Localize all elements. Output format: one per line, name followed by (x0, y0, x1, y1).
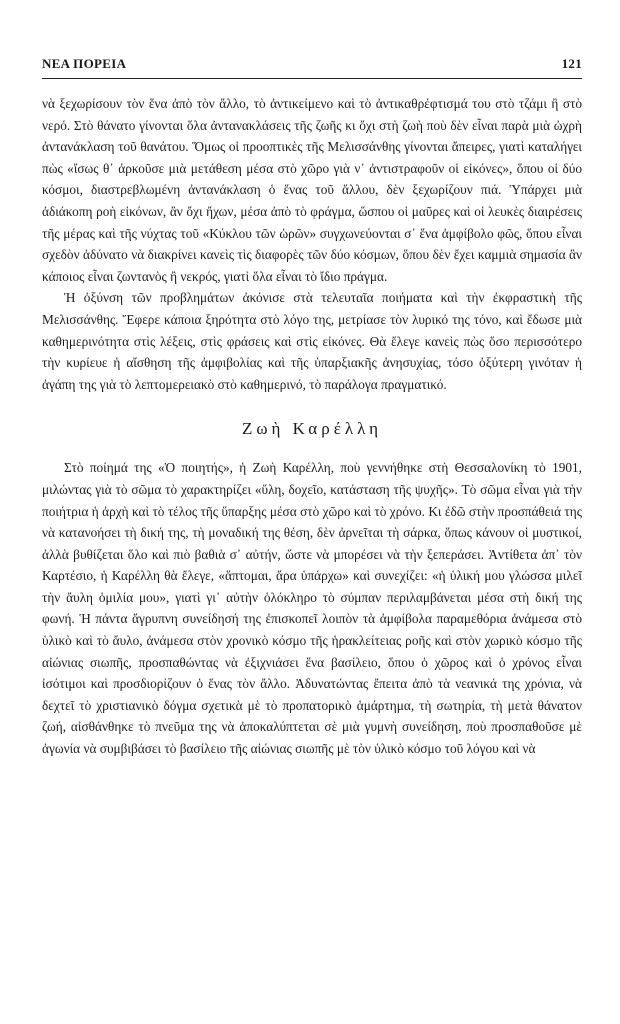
paragraph: νὰ ξεχωρίσουν τὸν ἕνα ἀπὸ τὸν ἄλλο, τὸ ἀντικείμενο καὶ τὸ ἀντικαθρέφτισμά του στὸ τζάμι ἢ στὸ νερό. Στὸ θάνατο γίνονται ὅλα ἀντανακλάσεις τῆς ζωῆς κι ὄχι στὴ ζωὴ ποὺ δὲν εἶναι παρὰ μιὰ ὠχρὴ ἀντανάκλαση τοῦ θανάτου. Ὅμως οἱ προοπτικὲς τῆς Μελισσάνθης γίνονται ἄπειρες, γιατὶ καταλήγει πὼς «ἴσως θ᾽ ἀρκοῦσε μιὰ μετάθεση μέσα στὸ χῶρο γιὰ ν᾽ ἀντιστραφοῦν οἱ εἰκόνες», ὅπου οἱ δύο κόσμοι, διαστρεβλωμένη ἀντανάκλαση ὁ ἕνας τοῦ ἄλλου, δὲν ξεχωρίζουν πιά. Ὑπάρχει μιὰ ἀδιάκοπη ροὴ εἰκόνων, ἂν ὄχι ἤχων, μέσα ἀπὸ τὸ φράγμα, ὥσπου οἱ μαῦρες καὶ οἱ λευκὲς διαιρέσεις τῆς μέρας καὶ τῆς νύχτας τοῦ «Κύκλου τῶν ὡρῶν» συγχωνεύονται σ᾽ ἕνα ἀμφίβολο φῶς, ὅπου εἶναι σχεδὸν ἀδύνατο νὰ διακρίνει κανεὶς τὶς διαφορὲς τῶν δύο κόσμων, ὅπου δὲν ἔχει καμμιὰ σημασία ἂν κάποιος εἶναι ζωντανὸς ἢ νεκρός, γιατὶ ὅλα εἶναι τὸ ἴδιο πράγμα. (42, 96, 582, 284)
paragraph: Ἡ ὀξύνση τῶν προβλημάτων ἀκόνισε στὰ τελευταῖα ποιήματα καὶ τὴν ἐκφραστικὴ τῆς Μελισσάνθης. Ἔφερε κάποια ξηρότητα στὸ λόγο της, μετρίασε τὸν λυρικό της τόνο, καὶ ἔδωσε μιὰ καθημερινότητα στὶς λέξεις, στὶς φράσεις καὶ στὶς εἰκόνες. Θὰ ἔλεγε κανεὶς πὼς ὅσο περισσότερο τὴν κυρίευε ἡ αἴσθηση τῆς ἀμφιβολίας καὶ τῆς ὑπαρξιακῆς ἀνησυχίας, τόσο ὀξύτερη γινόταν ἡ ἀγάπη της γιὰ τὸ λεπτομερειακὸ στὸ καθημερινό, τὸ παράλογα πραγματικό. (42, 290, 582, 392)
running-head (42, 56, 582, 79)
page (42, 56, 582, 760)
section-title: Ζωὴ Καρέλλη (241, 419, 383, 439)
page-number: 121 (561, 56, 582, 71)
journal-title: ΝΕΑ ΠΟΡΕΙΑ (42, 56, 127, 71)
paragraph: Στὸ ποίημά της «Ὁ ποιητής», ἡ Ζωὴ Καρέλλη, ποὺ γεννήθηκε στὴ Θεσσαλονίκη τὸ 1901, μιλώντας γιὰ τὸ σῶμα τὸ χαρακτηρίζει «ὕλη, δοχεῖο, κατάσταση τῆς ψυχῆς». Τὸ σῶμα εἶναι γιὰ τὴν ποιήτρια ἡ ἀρχὴ καὶ τὸ τέλος τῆς ὕπαρξης μέσα στὸ χῶρο καὶ τὸ χρόνο. Κι ἐδῶ στὴν προσπάθειά της νὰ κατανοήσει τὴ δική της, τὴ μοναδική της θέση, δὲν ἀρνεῖται τὴ σάρκα, ὅπως κάνουν οἱ μυστικοί, ἀλλὰ βυθίζεται ὅλο καὶ πιὸ βαθιὰ σ᾽ αὐτήν, ὥστε νὰ μπορέσει νὰ τὴν ξεπεράσει. Ἀντίθετα ἀπ᾽ τὸν Καρτέσιο, ἡ Καρέλλη θὰ ἔλεγε, «ἅπτομαι, ἄρα ὑπάρχω» καὶ συνεχίζει: «ἡ ὑλική μου γλώσσα μιλεῖ τὴν ἄυλη ὁμιλία μου», γιατὶ γι᾽ αὐτὴν ὁλόκληρο τὸ σύμπαν περιλαμβάνεται μέσα στὴ δική της φωνή. Ἡ πάντα ἄγρυπνη συνείδησή της ἐπισκοπεῖ λοιπὸν τὰ ἀμφίβολα παραμεθόρια ἀνάμεσα στὸ ὑλικὸ καὶ τὸ ἄυλο, ἀνάμεσα στὸν χρονικὸ κόσμο τῆς ἡρακλείτειας ροῆς καὶ στὸν χωρικὸ κόσμο τῆς αἰώνιας σιωπῆς, προσπαθώντας νὰ ἐξιχνιάσει ἕνα βασίλειο, ὅπου ὁ χῶρος καὶ ὁ χρόνος εἶναι ἰσότιμοι καὶ προσδιορίζουν ὁ ἕνας τὸν ἄλλο. Ἀδυνατώντας ἔπειτα ἀπὸ τὰ νεανικά της χρόνια, νὰ δεχτεῖ τὸ χριστιανικὸ δόγμα σχετικὰ μὲ τὸ προπατορικὸ ἁμάρτημα, τὴ σωτηρία, τὴ μετὰ θάνατον ζωή, αἰσθάνθηκε τὸ πνεῦμα της νὰ ἀποκαλύπτεται σὲ μιὰ γυμνὴ συνείδηση, ποὺ προσπαθοῦσε μὲ ἀγωνία νὰ συμβιβάσει τὸ βασίλειο τῆς αἰώνιας σιωπῆς μὲ τὸν ὑλικὸ κόσμο τοῦ λόγου καὶ νὰ (42, 460, 582, 757)
